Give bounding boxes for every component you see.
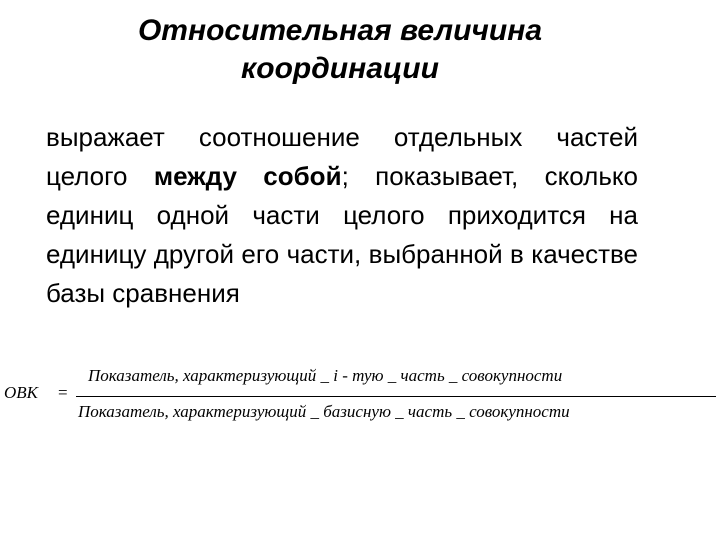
formula-numerator: Показатель, характеризующий _ i - тую _ часть _ совокупности bbox=[88, 366, 563, 385]
slide-title-line-1: Относительная величина bbox=[137, 14, 543, 47]
formula-equals-sign: = bbox=[58, 383, 68, 402]
formula-denominator: Показатель, характеризующий _ базисную _ часть _ совокупности bbox=[78, 402, 570, 421]
ovk-formula bbox=[4, 366, 718, 430]
fraction-bar bbox=[76, 396, 716, 397]
slide-title bbox=[0, 12, 680, 88]
definition-text-start: выражает соотношение отдельных частей целого bbox=[46, 122, 638, 191]
definition-text-end: ; показывает, сколько единиц одной части целого приходится на единицу другой его части, выбранной в качестве базы сравнения bbox=[46, 161, 638, 308]
definition-paragraph bbox=[46, 118, 638, 313]
slide-title-line-2: координации bbox=[241, 52, 439, 85]
formula-lhs: ОВК bbox=[4, 383, 38, 402]
definition-emphasis: между собой bbox=[153, 161, 342, 191]
